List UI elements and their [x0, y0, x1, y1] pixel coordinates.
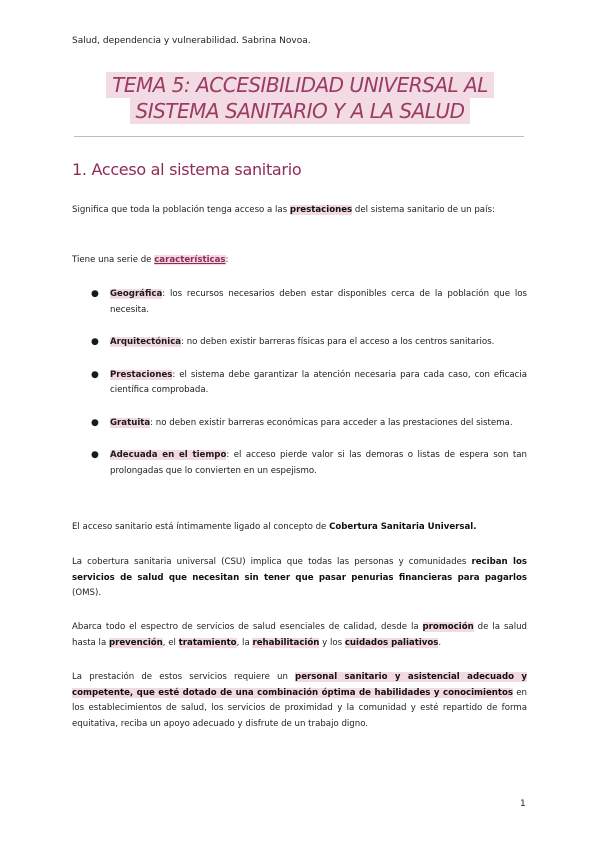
list-item	[72, 416, 527, 432]
bold-term: prestaciones	[289, 205, 353, 215]
bold-term: rehabilitación	[252, 637, 320, 648]
bullet-icon: ●	[91, 337, 99, 347]
bold-term: prevención	[108, 637, 163, 648]
bullet-text: : los recursos necesarios deben estar disponibles cerca de la población que los necesita.	[110, 289, 527, 315]
text: en los establecimientos de salud, los servicios de proximidad y la comunidad y esté repartido de forma equitativa, reciba un apoyo adecuado y disfrute de un trabajo digno.	[72, 687, 527, 729]
bullet-icon: ●	[91, 369, 99, 380]
text: .	[438, 637, 442, 648]
bullet-term: Adecuada en el tiempo	[110, 450, 227, 460]
title-line-1: TEMA 5: ACCESIBILIDAD UNIVERSAL AL	[106, 72, 494, 98]
bullet-term: Gratuita	[110, 417, 151, 428]
bullet-icon: ●	[91, 450, 99, 460]
bold-term: cuidados paliativos	[344, 637, 439, 648]
bullet-term: Prestaciones	[110, 369, 173, 380]
bullet-text: : el sistema debe garantizar la atención necesaria para cada caso, con eficacia científica comprobada.	[110, 369, 527, 395]
bold-term: tratamiento	[178, 637, 237, 648]
section-heading: 1. Acceso al sistema sanitario	[72, 160, 302, 179]
page-number: 1	[520, 799, 526, 809]
bold-term: personal sanitario y asistencial adecuado y competente, que esté dotado de una combinación óptima de habilidades y conocimientos	[72, 672, 528, 698]
text: del sistema sanitario de un país:	[352, 205, 495, 215]
page-header: Salud, dependencia y vulnerabilidad. Sabrina Novoa.	[72, 36, 311, 46]
text: (OMS).	[72, 588, 102, 598]
title-line-2: SISTEMA SANITARIO Y A LA SALUD	[130, 98, 471, 124]
list-item	[72, 335, 527, 351]
paragraph-staff	[72, 670, 527, 732]
paragraph-coverage	[72, 520, 527, 536]
text: de la salud hasta la	[72, 622, 527, 648]
features-list	[72, 287, 527, 496]
text: Abarca todo el espectro de servicios de salud esenciales de calidad, desde la	[72, 622, 423, 632]
text: , el	[162, 637, 179, 648]
text: La cobertura sanitaria universal (CSU) implica que todas las personas y comunidades	[72, 557, 472, 567]
text: La prestación de estos servicios requiere un	[72, 672, 296, 682]
text: :	[225, 255, 229, 265]
paragraph-spectrum	[72, 620, 527, 651]
list-item	[72, 448, 527, 479]
bullet-text: : el acceso pierde valor si las demoras o listas de espera son tan prolongadas que lo convierten en un espejismo.	[110, 450, 528, 476]
highlighted-term: características	[154, 255, 226, 265]
text: , la	[236, 637, 253, 648]
bold-term: Cobertura Sanitaria Universal.	[329, 522, 477, 532]
bold-term: promoción	[422, 622, 474, 632]
bullet-text: : no deben existir barreras económicas para acceder a las prestaciones del sistema.	[150, 417, 513, 428]
text: y los	[319, 637, 345, 648]
title-divider	[74, 136, 524, 137]
text: El acceso sanitario está íntimamente ligado al concepto de	[72, 522, 330, 532]
text: Tiene una serie de	[72, 255, 155, 265]
list-item	[72, 368, 527, 399]
paragraph-features-intro	[72, 253, 527, 269]
bullet-term: Geográfica	[110, 289, 163, 299]
bullet-text: : no deben existir barreras físicas para el acceso a los centros sanitarios.	[181, 337, 495, 347]
bullet-icon: ●	[91, 289, 99, 299]
page-title	[0, 72, 600, 124]
bullet-icon: ●	[91, 417, 99, 428]
paragraph-definition	[72, 203, 527, 219]
paragraph-csu	[72, 555, 527, 602]
list-item	[72, 287, 527, 318]
text: Significa que toda la población tenga acceso a las	[72, 205, 290, 215]
bullet-term: Arquitectónica	[110, 337, 182, 347]
bold-term: reciban los servicios de salud que necesitan sin tener que pasar penurias financieras para pagarlos	[72, 557, 527, 583]
